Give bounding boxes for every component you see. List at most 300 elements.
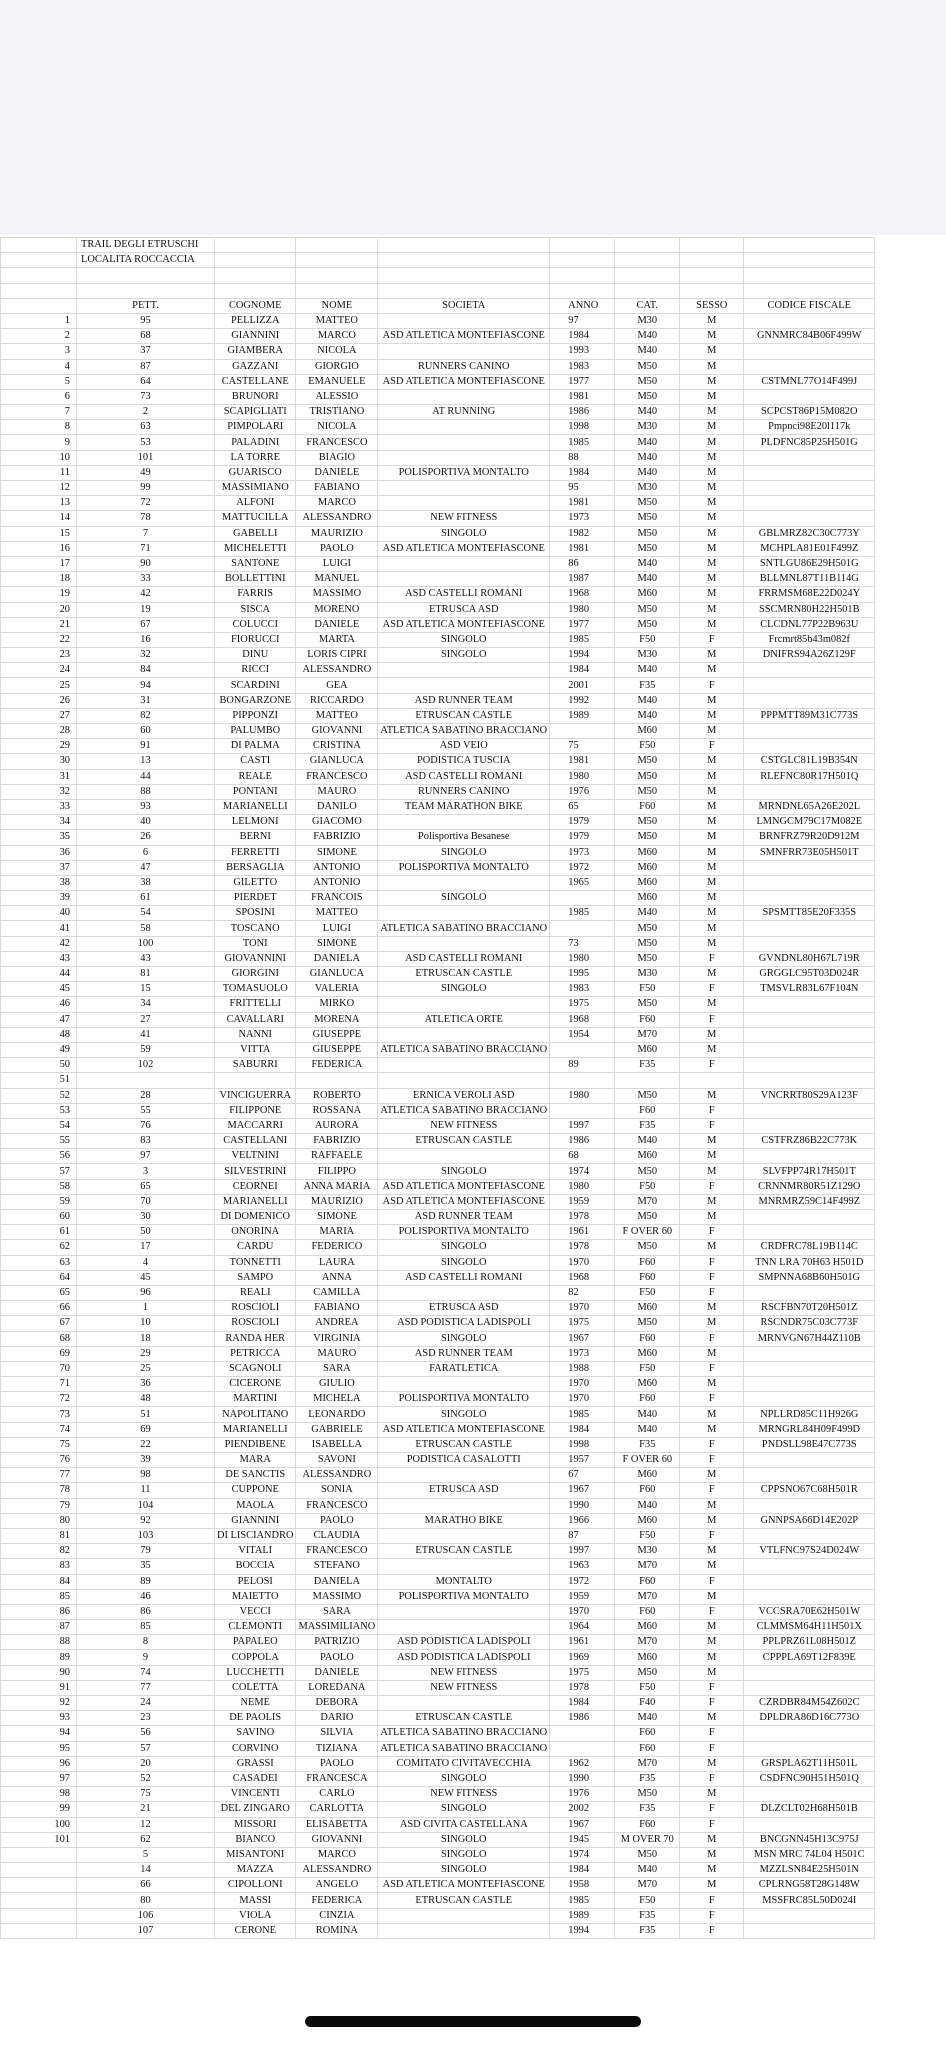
category-cell[interactable]: F50	[615, 632, 680, 647]
row-number-cell[interactable]: 42	[1, 936, 77, 951]
row-number-cell[interactable]: 32	[1, 784, 77, 799]
year-cell[interactable]: 1970	[550, 1301, 615, 1316]
row-number-cell[interactable]: 93	[1, 1711, 77, 1726]
category-cell[interactable]: F50	[615, 1893, 680, 1908]
year-cell[interactable]: 1967	[550, 1817, 615, 1832]
bib-cell[interactable]: 56	[77, 1726, 215, 1741]
bib-cell[interactable]: 76	[77, 1118, 215, 1133]
tax-code-cell[interactable]: MZZLSN84E25H501N	[744, 1863, 875, 1878]
tax-code-cell[interactable]: BLLMNL87T11B114G	[744, 572, 875, 587]
club-cell[interactable]: ETRUSCAN CASTLE	[378, 967, 550, 982]
year-cell[interactable]: 1972	[550, 860, 615, 875]
row-number-cell[interactable]: 9	[1, 435, 77, 450]
surname-cell[interactable]: MAIETTO	[215, 1589, 296, 1604]
tax-code-cell[interactable]	[744, 891, 875, 906]
category-cell[interactable]: M60	[615, 860, 680, 875]
club-cell[interactable]	[378, 875, 550, 890]
category-cell[interactable]: M50	[615, 496, 680, 511]
surname-cell[interactable]: VELTNINI	[215, 1149, 296, 1164]
category-cell[interactable]: M40	[615, 465, 680, 480]
surname-cell[interactable]: MASSI	[215, 1893, 296, 1908]
sex-cell[interactable]: F	[680, 1285, 744, 1300]
club-cell[interactable]	[378, 420, 550, 435]
bib-cell[interactable]: 6	[77, 845, 215, 860]
surname-cell[interactable]: DE PAOLIS	[215, 1711, 296, 1726]
tax-code-cell[interactable]	[744, 1589, 875, 1604]
sex-cell[interactable]: M	[680, 875, 744, 890]
category-cell[interactable]: F50	[615, 1680, 680, 1695]
club-cell[interactable]: ETRUSCAN CASTLE	[378, 708, 550, 723]
category-cell[interactable]: M50	[615, 374, 680, 389]
year-cell[interactable]: 1975	[550, 1316, 615, 1331]
tax-code-cell[interactable]	[744, 693, 875, 708]
surname-cell[interactable]: ALFONI	[215, 496, 296, 511]
sheet-title[interactable]: TRAIL DEGLI ETRUSCHI	[77, 238, 215, 253]
tax-code-cell[interactable]	[744, 1498, 875, 1513]
bib-header[interactable]: PETT.	[77, 298, 215, 313]
bib-cell[interactable]: 62	[77, 1832, 215, 1847]
first-name-cell[interactable]: PAOLO	[296, 1650, 378, 1665]
first-name-cell[interactable]: ALESSANDRO	[296, 511, 378, 526]
sex-cell[interactable]: M	[680, 1635, 744, 1650]
sex-cell[interactable]: F	[680, 1680, 744, 1695]
category-cell[interactable]: F60	[615, 1741, 680, 1756]
row-number-cell[interactable]: 8	[1, 420, 77, 435]
sex-cell[interactable]: M	[680, 465, 744, 480]
bib-cell[interactable]: 58	[77, 921, 215, 936]
row-number-cell[interactable]: 99	[1, 1802, 77, 1817]
first-name-cell[interactable]: CARLO	[296, 1787, 378, 1802]
surname-cell[interactable]: CICERONE	[215, 1377, 296, 1392]
club-cell[interactable]	[378, 238, 550, 253]
category-cell[interactable]: M30	[615, 648, 680, 663]
sex-cell[interactable]: F	[680, 1255, 744, 1270]
surname-cell[interactable]: CASTELLANE	[215, 374, 296, 389]
category-cell[interactable]	[615, 1073, 680, 1088]
year-cell[interactable]: 1981	[550, 389, 615, 404]
category-cell[interactable]: F50	[615, 1179, 680, 1194]
category-cell[interactable]: M70	[615, 1756, 680, 1771]
tax-code-cell[interactable]: RSCNDR75C03C773F	[744, 1316, 875, 1331]
year-cell[interactable]: 1994	[550, 648, 615, 663]
row-number-cell[interactable]: 96	[1, 1756, 77, 1771]
club-cell[interactable]	[378, 572, 550, 587]
year-cell[interactable]: 1974	[550, 1847, 615, 1862]
year-cell[interactable]: 1979	[550, 815, 615, 830]
bib-cell[interactable]: 73	[77, 389, 215, 404]
year-cell[interactable]: 1972	[550, 1574, 615, 1589]
first-name-cell[interactable]: GABRIELE	[296, 1422, 378, 1437]
sex-cell[interactable]: F	[680, 1604, 744, 1619]
sex-cell[interactable]: F	[680, 1696, 744, 1711]
club-cell[interactable]	[378, 1908, 550, 1923]
row-number-cell[interactable]: 37	[1, 860, 77, 875]
row-number-cell[interactable]: 30	[1, 754, 77, 769]
club-cell[interactable]: ERNICA VEROLI ASD	[378, 1088, 550, 1103]
year-cell[interactable]: 1970	[550, 1377, 615, 1392]
category-cell[interactable]: F35	[615, 1437, 680, 1452]
tax-code-cell[interactable]: SMPNNA68B60H501G	[744, 1270, 875, 1285]
bib-cell[interactable]: 32	[77, 648, 215, 663]
first-name-cell[interactable]: MASSIMO	[296, 587, 378, 602]
surname-cell[interactable]: DI PALMA	[215, 739, 296, 754]
year-cell[interactable]: 1982	[550, 526, 615, 541]
bib-cell[interactable]: 90	[77, 556, 215, 571]
year-cell[interactable]: 1985	[550, 435, 615, 450]
first-name-cell[interactable]: GIOVANNI	[296, 1832, 378, 1847]
row-number-cell[interactable]: 73	[1, 1407, 77, 1422]
category-cell[interactable]: M30	[615, 313, 680, 328]
bib-cell[interactable]: 63	[77, 420, 215, 435]
row-number-cell[interactable]: 54	[1, 1118, 77, 1133]
tax-code-cell[interactable]: DNIFRS94A26Z129F	[744, 648, 875, 663]
year-cell[interactable]: 1968	[550, 1270, 615, 1285]
first-name-cell[interactable]: GIANLUCA	[296, 754, 378, 769]
surname-cell[interactable]: DI DOMENICO	[215, 1210, 296, 1225]
row-number-cell[interactable]: 43	[1, 951, 77, 966]
surname-cell[interactable]: MARIANELLI	[215, 1422, 296, 1437]
tax-code-cell[interactable]: CLMMSM64H11H501X	[744, 1620, 875, 1635]
club-cell[interactable]: ASD CIVITA CASTELLANA	[378, 1817, 550, 1832]
bib-cell[interactable]: 97	[77, 1149, 215, 1164]
first-name-cell[interactable]: FABRIZIO	[296, 1134, 378, 1149]
category-cell[interactable]: M60	[615, 891, 680, 906]
sex-cell[interactable]: M	[680, 648, 744, 663]
sex-cell[interactable]: F	[680, 1528, 744, 1543]
bib-cell[interactable]: 30	[77, 1210, 215, 1225]
tax-code-cell[interactable]	[744, 784, 875, 799]
surname-cell[interactable]: TOMASUOLO	[215, 982, 296, 997]
year-cell[interactable]: 1984	[550, 663, 615, 678]
sex-cell[interactable]: M	[680, 1559, 744, 1574]
row-number-cell[interactable]: 100	[1, 1817, 77, 1832]
category-cell[interactable]: M60	[615, 587, 680, 602]
category-cell[interactable]: M50	[615, 936, 680, 951]
surname-cell[interactable]: COPPOLA	[215, 1650, 296, 1665]
first-name-cell[interactable]: MAURIZIO	[296, 526, 378, 541]
first-name-cell[interactable]: MATTEO	[296, 708, 378, 723]
tax-code-cell[interactable]	[744, 1346, 875, 1361]
home-indicator[interactable]	[305, 2016, 641, 2027]
club-cell[interactable]	[378, 1923, 550, 1938]
bib-cell[interactable]: 48	[77, 1392, 215, 1407]
first-name-cell[interactable]: PAOLO	[296, 1513, 378, 1528]
sex-cell[interactable]: F	[680, 1118, 744, 1133]
club-cell[interactable]: SINGOLO	[378, 982, 550, 997]
year-cell[interactable]: 1983	[550, 982, 615, 997]
first-name-cell[interactable]: ANGELO	[296, 1878, 378, 1893]
bib-cell[interactable]: 54	[77, 906, 215, 921]
tax-code-cell[interactable]	[744, 1210, 875, 1225]
year-cell[interactable]	[550, 1073, 615, 1088]
sex-cell[interactable]: M	[680, 1863, 744, 1878]
year-cell[interactable]: 1961	[550, 1225, 615, 1240]
bib-cell[interactable]: 59	[77, 1042, 215, 1057]
year-cell[interactable]: 1945	[550, 1832, 615, 1847]
club-cell[interactable]: ASD ATLETICA MONTEFIASCONE	[378, 1422, 550, 1437]
tax-code-cell[interactable]	[744, 450, 875, 465]
bib-cell[interactable]: 52	[77, 1771, 215, 1786]
tax-code-cell[interactable]: SCPCST86P15M082O	[744, 405, 875, 420]
club-cell[interactable]	[378, 1027, 550, 1042]
first-name-cell[interactable]: GEA	[296, 678, 378, 693]
tax-code-cell[interactable]	[744, 1468, 875, 1483]
surname-cell[interactable]: DI LISCIANDRO	[215, 1528, 296, 1543]
bib-cell[interactable]: 98	[77, 1468, 215, 1483]
tax-code-cell[interactable]: VNCRRT80S29A123F	[744, 1088, 875, 1103]
first-name-cell[interactable]: ALESSIO	[296, 389, 378, 404]
tax-code-cell[interactable]: TNN LRA 70H63 H501D	[744, 1255, 875, 1270]
surname-cell[interactable]: PELOSI	[215, 1574, 296, 1589]
bib-cell[interactable]: 83	[77, 1134, 215, 1149]
tax-code-cell[interactable]	[744, 253, 875, 268]
bib-cell[interactable]: 96	[77, 1285, 215, 1300]
year-cell[interactable]: 2001	[550, 678, 615, 693]
club-cell[interactable]: ETRUSCAN CASTLE	[378, 1893, 550, 1908]
surname-cell[interactable]: CLEMONTI	[215, 1620, 296, 1635]
bib-cell[interactable]: 67	[77, 617, 215, 632]
year-cell[interactable]: 1970	[550, 1392, 615, 1407]
surname-cell[interactable]: CERONE	[215, 1923, 296, 1938]
row-number-cell[interactable]: 84	[1, 1574, 77, 1589]
surname-cell[interactable]: GAZZANI	[215, 359, 296, 374]
first-name-cell[interactable]: GIUSEPPE	[296, 1042, 378, 1057]
row-number-cell[interactable]: 68	[1, 1331, 77, 1346]
sex-cell[interactable]: F	[680, 1392, 744, 1407]
row-number-cell[interactable]: 71	[1, 1377, 77, 1392]
surname-cell[interactable]: CAVALLARI	[215, 1012, 296, 1027]
sex-cell[interactable]: M	[680, 936, 744, 951]
year-cell[interactable]: 68	[550, 1149, 615, 1164]
year-cell[interactable]: 1968	[550, 587, 615, 602]
row-number-cell[interactable]: 47	[1, 1012, 77, 1027]
club-cell[interactable]: SINGOLO	[378, 845, 550, 860]
surname-cell[interactable]: COLETTA	[215, 1680, 296, 1695]
surname-cell[interactable]: CORVINO	[215, 1741, 296, 1756]
category-cell[interactable]: M60	[615, 1620, 680, 1635]
sex-cell[interactable]: M	[680, 329, 744, 344]
category-cell[interactable]: M60	[615, 1650, 680, 1665]
club-cell[interactable]	[378, 1285, 550, 1300]
club-cell[interactable]: PODISTICA CASALOTTI	[378, 1453, 550, 1468]
year-cell[interactable]: 1959	[550, 1194, 615, 1209]
sex-cell[interactable]: M	[680, 1316, 744, 1331]
sex-cell[interactable]: M	[680, 572, 744, 587]
tax-code-cell[interactable]: PLDFNC85P25H501G	[744, 435, 875, 450]
tax-code-cell[interactable]: MCHPLA81E01F499Z	[744, 541, 875, 556]
surname-cell[interactable]: RANDA HER	[215, 1331, 296, 1346]
category-cell[interactable]: M30	[615, 481, 680, 496]
row-number-cell[interactable]: 20	[1, 602, 77, 617]
bib-cell[interactable]: 42	[77, 587, 215, 602]
first-name-cell[interactable]: DANIELE	[296, 1665, 378, 1680]
club-cell[interactable]: ETRUSCAN CASTLE	[378, 1437, 550, 1452]
club-cell[interactable]: POLISPORTIVA MONTALTO	[378, 1589, 550, 1604]
tax-code-header[interactable]: CODICE FISCALE	[744, 298, 875, 313]
sex-cell[interactable]: F	[680, 678, 744, 693]
tax-code-cell[interactable]	[744, 1149, 875, 1164]
tax-code-cell[interactable]	[744, 1574, 875, 1589]
tax-code-cell[interactable]: CPPPLA69T12F839E	[744, 1650, 875, 1665]
year-cell[interactable]: 1962	[550, 1756, 615, 1771]
year-cell[interactable]: 1961	[550, 1635, 615, 1650]
bib-cell[interactable]: 78	[77, 511, 215, 526]
surname-cell[interactable]: FILIPPONE	[215, 1103, 296, 1118]
bib-cell[interactable]: 36	[77, 1377, 215, 1392]
bib-cell[interactable]: 22	[77, 1437, 215, 1452]
surname-cell[interactable]: BIANCO	[215, 1832, 296, 1847]
row-number-cell[interactable]: 45	[1, 982, 77, 997]
surname-cell[interactable]: TOSCANO	[215, 921, 296, 936]
tax-code-cell[interactable]: VCCSRA70E62H501W	[744, 1604, 875, 1619]
sex-cell[interactable]: F	[680, 1817, 744, 1832]
tax-code-cell[interactable]: PPLPRZ61L08H501Z	[744, 1635, 875, 1650]
tax-code-cell[interactable]	[744, 724, 875, 739]
sex-cell[interactable]: M	[680, 830, 744, 845]
sex-cell[interactable]: M	[680, 405, 744, 420]
row-number-cell[interactable]: 63	[1, 1255, 77, 1270]
year-cell[interactable]: 1966	[550, 1513, 615, 1528]
club-cell[interactable]	[378, 556, 550, 571]
row-number-cell[interactable]: 48	[1, 1027, 77, 1042]
first-name-cell[interactable]: FEDERICA	[296, 1058, 378, 1073]
club-cell[interactable]: ETRUSCAN CASTLE	[378, 1711, 550, 1726]
tax-code-cell[interactable]	[744, 1908, 875, 1923]
first-name-cell[interactable]: DANIELA	[296, 951, 378, 966]
year-cell[interactable]: 86	[550, 556, 615, 571]
surname-cell[interactable]: FERRETTI	[215, 845, 296, 860]
club-cell[interactable]	[378, 936, 550, 951]
first-name-cell[interactable]: ISABELLA	[296, 1437, 378, 1452]
year-cell[interactable]: 1957	[550, 1453, 615, 1468]
category-cell[interactable]: M40	[615, 1711, 680, 1726]
tax-code-cell[interactable]	[744, 1453, 875, 1468]
first-name-cell[interactable]: GIOVANNI	[296, 724, 378, 739]
row-number-cell[interactable]: 77	[1, 1468, 77, 1483]
tax-code-cell[interactable]: BRNFRZ79R20D912M	[744, 830, 875, 845]
first-name-cell[interactable]: ALESSANDRO	[296, 1863, 378, 1878]
sex-cell[interactable]	[680, 268, 744, 283]
sex-cell[interactable]: F	[680, 1741, 744, 1756]
tax-code-cell[interactable]	[744, 1103, 875, 1118]
club-cell[interactable]: ATLETICA SABATINO BRACCIANO	[378, 1726, 550, 1741]
first-name-cell[interactable]: MARCO	[296, 329, 378, 344]
category-cell[interactable]: M50	[615, 1847, 680, 1862]
row-number-cell[interactable]: 78	[1, 1483, 77, 1498]
sex-cell[interactable]: F	[680, 951, 744, 966]
bib-cell[interactable]: 25	[77, 1361, 215, 1376]
sex-cell[interactable]	[680, 1073, 744, 1088]
row-number-cell[interactable]: 57	[1, 1164, 77, 1179]
category-cell[interactable]: M50	[615, 769, 680, 784]
year-cell[interactable]: 1984	[550, 1696, 615, 1711]
category-cell[interactable]: F60	[615, 1817, 680, 1832]
club-cell[interactable]: POLISPORTIVA MONTALTO	[378, 1225, 550, 1240]
tax-code-cell[interactable]	[744, 1225, 875, 1240]
first-name-cell[interactable]: DANIELE	[296, 465, 378, 480]
surname-cell[interactable]: LUCCHETTI	[215, 1665, 296, 1680]
surname-cell[interactable]: SCAPIGLIATI	[215, 405, 296, 420]
bib-cell[interactable]: 34	[77, 997, 215, 1012]
surname-cell[interactable]: SCAGNOLI	[215, 1361, 296, 1376]
first-name-cell[interactable]: STEFANO	[296, 1559, 378, 1574]
category-cell[interactable]: M50	[615, 784, 680, 799]
sex-cell[interactable]: M	[680, 799, 744, 814]
year-cell[interactable]: 1980	[550, 951, 615, 966]
year-cell[interactable]: 1986	[550, 1711, 615, 1726]
bib-cell[interactable]: 64	[77, 374, 215, 389]
category-cell[interactable]: F OVER 60	[615, 1453, 680, 1468]
first-name-cell[interactable]: NICOLA	[296, 420, 378, 435]
row-number-cell[interactable]: 24	[1, 663, 77, 678]
category-cell[interactable]: M40	[615, 329, 680, 344]
year-cell[interactable]: 1965	[550, 875, 615, 890]
year-cell[interactable]: 1967	[550, 1331, 615, 1346]
category-cell[interactable]: F50	[615, 1285, 680, 1300]
row-number-cell[interactable]: 18	[1, 572, 77, 587]
tax-code-cell[interactable]	[744, 1923, 875, 1938]
bib-cell[interactable]: 53	[77, 435, 215, 450]
year-cell[interactable]	[550, 253, 615, 268]
year-cell[interactable]: 1995	[550, 967, 615, 982]
first-name-cell[interactable]: GIUSEPPE	[296, 1027, 378, 1042]
sex-cell[interactable]: F	[680, 1225, 744, 1240]
bib-cell[interactable]: 27	[77, 1012, 215, 1027]
bib-cell[interactable]	[77, 268, 215, 283]
surname-cell[interactable]: GILETTO	[215, 875, 296, 890]
first-name-cell[interactable]: LORIS CIPRI	[296, 648, 378, 663]
club-cell[interactable]: ASD CASTELLI ROMANI	[378, 1270, 550, 1285]
surname-cell[interactable]: PETRICCA	[215, 1346, 296, 1361]
tax-code-cell[interactable]	[744, 1665, 875, 1680]
sex-cell[interactable]: M	[680, 1240, 744, 1255]
row-number-cell[interactable]: 28	[1, 724, 77, 739]
bib-cell[interactable]: 37	[77, 344, 215, 359]
surname-cell[interactable]: NAPOLITANO	[215, 1407, 296, 1422]
row-number-cell[interactable]: 49	[1, 1042, 77, 1057]
first-name-cell[interactable]: ALESSANDRO	[296, 663, 378, 678]
tax-code-cell[interactable]: DLZCLT02H68H501B	[744, 1802, 875, 1817]
surname-cell[interactable]: BERSAGLIA	[215, 860, 296, 875]
year-cell[interactable]: 1993	[550, 344, 615, 359]
year-header[interactable]: ANNO	[550, 298, 615, 313]
category-cell[interactable]	[615, 268, 680, 283]
sex-cell[interactable]: F	[680, 1802, 744, 1817]
club-cell[interactable]	[378, 906, 550, 921]
year-cell[interactable]: 1992	[550, 693, 615, 708]
year-cell[interactable]: 1994	[550, 1923, 615, 1938]
club-cell[interactable]	[378, 1468, 550, 1483]
first-name-cell[interactable]: FRANCOIS	[296, 891, 378, 906]
sex-cell[interactable]: M	[680, 1210, 744, 1225]
first-name-cell[interactable]: MARTA	[296, 632, 378, 647]
year-cell[interactable]: 97	[550, 313, 615, 328]
bib-cell[interactable]: 15	[77, 982, 215, 997]
year-cell[interactable]: 1973	[550, 845, 615, 860]
bib-cell[interactable]: 74	[77, 1665, 215, 1680]
sex-cell[interactable]	[680, 283, 744, 298]
row-number-cell[interactable]: 33	[1, 799, 77, 814]
category-cell[interactable]: M70	[615, 1194, 680, 1209]
club-cell[interactable]	[378, 1696, 550, 1711]
sex-cell[interactable]: M	[680, 1847, 744, 1862]
first-name-cell[interactable]: SARA	[296, 1604, 378, 1619]
category-cell[interactable]: F60	[615, 1331, 680, 1346]
category-cell[interactable]: M50	[615, 359, 680, 374]
category-cell[interactable]: M40	[615, 405, 680, 420]
sex-cell[interactable]: F	[680, 632, 744, 647]
club-cell[interactable]: ASD VEIO	[378, 739, 550, 754]
